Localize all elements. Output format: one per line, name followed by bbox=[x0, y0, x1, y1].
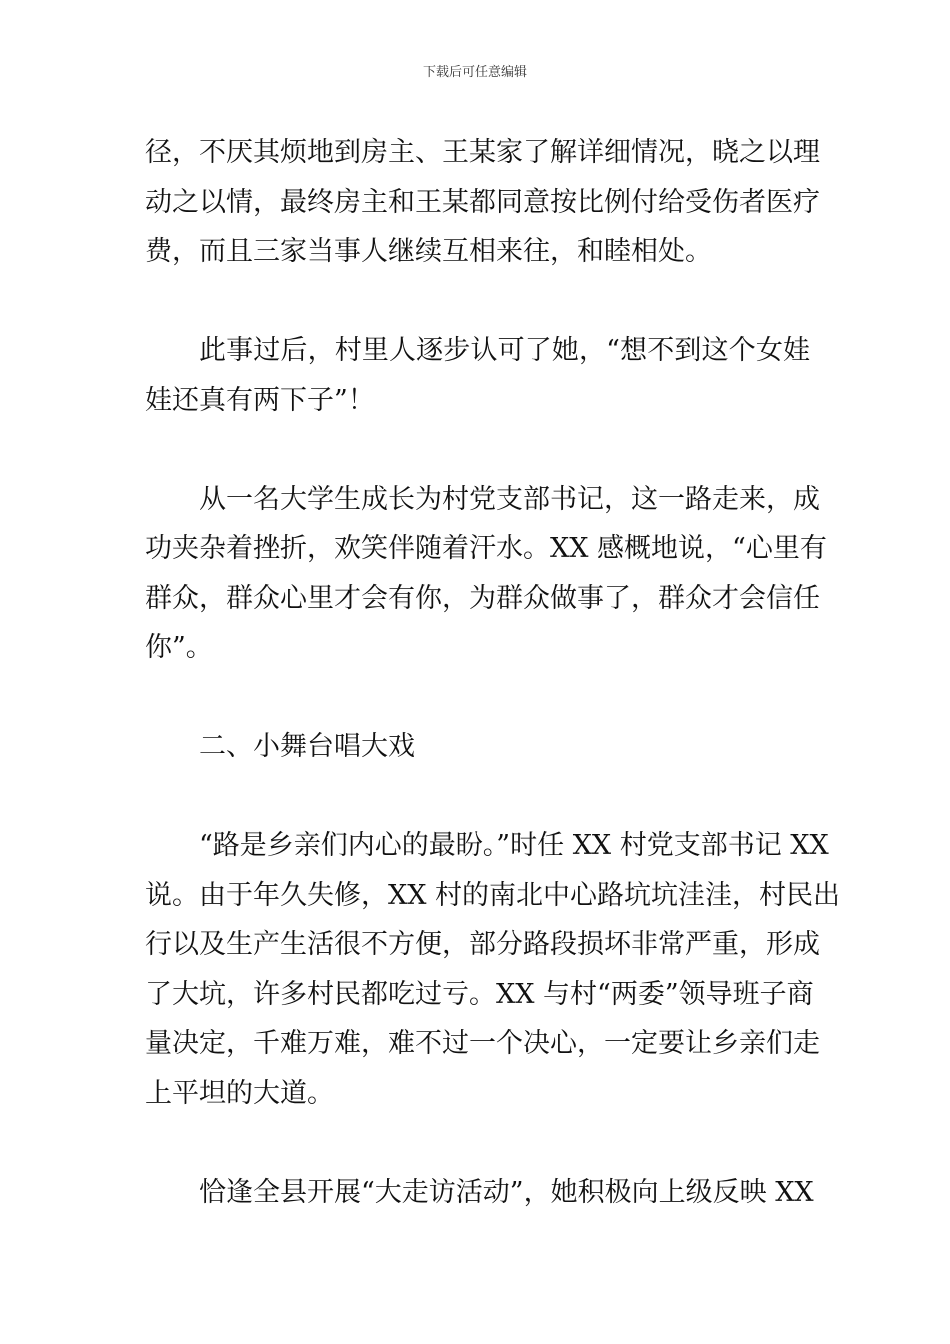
text-line: 此事过后，村里人逐步认可了她，“想不到这个女娃 bbox=[199, 335, 810, 366]
document-body bbox=[145, 128, 841, 1217]
paragraph-1 bbox=[145, 128, 820, 277]
paragraph-4 bbox=[145, 821, 841, 1118]
text-line: 径，不厌其烦地到房主、王某家了解详细情况，晓之以理 bbox=[145, 137, 820, 168]
text-line: “路是乡亲们内心的最盼。”时任 XX 村党支部书记 XX bbox=[199, 830, 829, 861]
text-line: 从一名大学生成长为村党支部书记，这一路走来，成 bbox=[199, 483, 820, 515]
paragraph-5 bbox=[145, 1168, 814, 1218]
page-header: 下载后可任意编辑 bbox=[422, 65, 527, 80]
text-line: 你”。 bbox=[145, 632, 213, 663]
paragraph-2 bbox=[145, 326, 810, 425]
text-line: 行以及生产生活很不方便，部分路段损坏非常严重，形成 bbox=[145, 929, 820, 960]
text-line: 恰逢全县开展“大走访活动”，她积极向上级反映 XX bbox=[199, 1176, 814, 1208]
text-line: 费，而且三家当事人继续互相来往，和睦相处。 bbox=[145, 236, 712, 267]
text-line: 功夹杂着挫折，欢笑伴随着汗水。XX 感概地说，“心里有 bbox=[145, 533, 827, 564]
text-line: 娃还真有两下子”！ bbox=[145, 384, 375, 416]
section-heading bbox=[145, 722, 810, 772]
text-line: 量决定，千难万难，难不过一个决心，一定要让乡亲们走 bbox=[145, 1028, 820, 1059]
text-line: 群众，群众心里才会有你，为群众做事了，群众才会信任 bbox=[145, 582, 820, 614]
text-line: 上平坦的大道。 bbox=[145, 1077, 334, 1109]
paragraph-3 bbox=[145, 475, 827, 673]
text-line: 了大坑，许多村民都吃过亏。XX 与村“两委”领导班子商 bbox=[145, 978, 814, 1010]
text-line: 说。由于年久失修，XX 村的南北中心路坑坑洼洼，村民出 bbox=[145, 879, 841, 911]
heading-text: 二、小舞台唱大戏 bbox=[199, 731, 415, 762]
text-line: 动之以情，最终房主和王某都同意按比例付给受伤者医疗 bbox=[145, 186, 820, 218]
